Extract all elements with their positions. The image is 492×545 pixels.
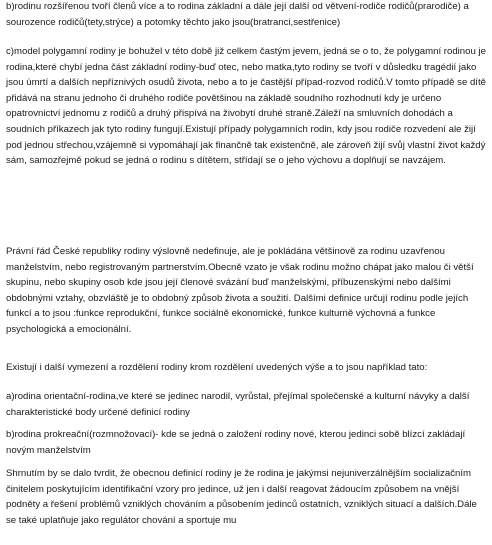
paragraph-other-classifications: Existují i další vymezení a rozdělení rodiny krom rozdělení uvedených výše a to jsou například tato: — [6, 362, 428, 373]
paragraph-polygamous-family: c)model polygamní rodiny je bohužel v této době již celkem častým jevem, jedná se o to, že polygamní rodinou je rodina,které chybí jedna část základní rodiny-buď otec, nebo matka,tyto rodiny se tvoří v důsledku tragédií jako jsou úmrtí a dalších nepříznivých osudů života, nebo a to je častější případ-rozvod rodičů.V tomto případě se dítě přidává na stranu jednoho či druhého rodiče povětšinou na základě soudního rozhodnutí kdy je určeno opatrovnictví jednomu z rodičů a druhý přispívá na živobytí druhé straně.Záleží na smluvních dohodách a soudních příkazech jak tyto rodiny fungují.Existují případy polygamních rodin, kdy jsou rodiče rozvedení ale žijí pod jednou střechou,vzájemně si vypomáhají jak finančně tak existenčně, ale zároveň žijí svůj vlastní život každý sám, samozřejmě pokud se jedná o rodinu s dítětem, střídají se o jeho výchovu a doplňují se navzájem. — [6, 46, 486, 167]
paragraph-summary: Shrnutím by se dalo tvrdit, že obecnou definicí rodiny je že rodina je jakýmsi nejuniverzálnějším socializačním činitelem poskytujícím identifikační vzory pro jedince, už jen i další reagovat žádoucím způsobem na vnější podněty a řešení problémů vzniklých chováním a působením jedinců ostatních, vzniklých situací a dalších.Dále se také uplatňuje jako regulátor chování a sportuje mu — [6, 468, 477, 526]
paragraph-family-of-procreation: b)rodina prokreační(rozmnožovací)- kde se jedná o založení rodiny nové, kterou jedinci sobě blízcí zakládají novým manželstvím — [6, 429, 466, 456]
paragraph-extended-family: b)rodinu rozšířenou tvoří členů více a to rodina základní a dále její další od větvení-rodiče rodičů(prarodiče) a sourozence rodičů(tety,strýce) a potomky těchto jako jsou(bratranci,sestřenice) — [6, 1, 469, 28]
paragraph-legal-definition: Právní řád České republiky rodiny výslovně nedefinuje, ale je pokládána většinově za rodinu uzavřenou manželstvím, nebo registrovaným partnerstvím.Obecně vzato je však rodinu možno chápat jako malou či větší skupinu, nebo skupiny osob kde jsou její členové svázání buď manželskými, příbuzenskými nebo dalšími obdobnými vztahy, obzvláště je to obdobný způsob života a soužití. Dalšími definice určují rodinu podle jejích funkcí a to jsou :funkce reprodukční, funkce sociálně ekonomické, funkce kulturně výchovná a funkce psychologická a emocionální. — [6, 246, 474, 335]
paragraph-family-of-orientation: a)rodina orientační-rodina,ve které se jedinec narodil, vyrůstal, přejímal společenské a kulturní návyky a další charakteristické body určené definicí rodiny — [6, 391, 470, 418]
